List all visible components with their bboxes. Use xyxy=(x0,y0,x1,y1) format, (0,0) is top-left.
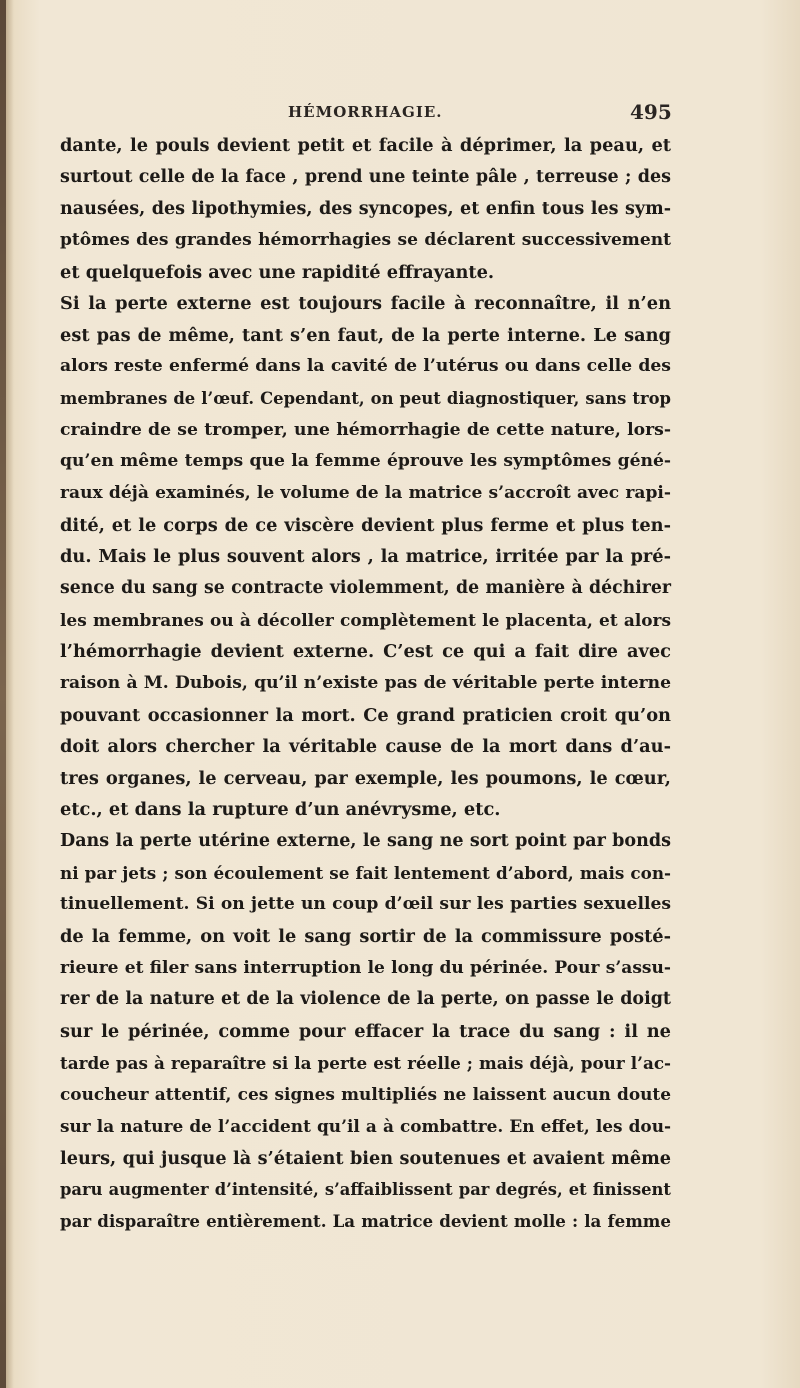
text-line: sence du sang se contracte violemment, de manière à déchirer xyxy=(60,577,671,598)
running-title: HÉMORRHAGIE. xyxy=(288,103,443,121)
text-line: ni par jets ; son écoulement se fait lentement d’abord, mais con- xyxy=(60,862,671,883)
text-line: par disparaître entièrement. La matrice devient molle : la femme xyxy=(60,1210,671,1231)
text-line: coucheur attentif, ces signes multipliés ne laissent aucun doute xyxy=(60,1084,671,1105)
text-line: craindre de se tromper, une hémorrhagie de cette nature, lors- xyxy=(60,419,671,440)
text-line: l’hémorrhagie devient externe. C’est ce qui a fait dire avec xyxy=(60,641,671,663)
text-line: les membranes ou à décoller complètement le placenta, et alors xyxy=(60,609,671,630)
binding-edge xyxy=(0,0,6,1388)
text-line: doit alors chercher la véritable cause de la mort dans d’au- xyxy=(60,736,671,758)
text-line: etc., et dans la rupture d’un anévrysme, etc. xyxy=(60,799,501,821)
text-line: Dans la perte utérine externe, le sang ne sort point par bonds xyxy=(60,831,671,852)
text-line: tres organes, le cerveau, par exemple, les poumons, le cœur, xyxy=(60,767,671,789)
text-line: paru augmenter d’intensité, s’affaiblissent par degrés, et finissent xyxy=(60,1180,671,1200)
text-line: leurs, qui jusque là s’étaient bien soutenues et avaient même xyxy=(60,1147,671,1169)
text-line: Si la perte externe est toujours facile à reconnaître, il n’en xyxy=(60,293,671,315)
text-line: tinuellement. Si on jette un coup d’œil sur les parties sexuelles xyxy=(60,894,671,915)
running-header xyxy=(0,100,800,127)
text-line: sur le périnée, comme pour effacer la trace du sang : il ne xyxy=(60,1020,671,1042)
text-line: pouvant occasionner la mort. Ce grand praticien croit qu’on xyxy=(60,704,671,726)
body-text xyxy=(60,130,671,1237)
text-line: membranes de l’œuf. Cependant, on peut diagnostiquer, sans trop xyxy=(60,389,671,409)
text-line: dante, le pouls devient petit et facile à déprimer, la peau, et xyxy=(60,135,671,156)
text-line: rer de la nature et de la violence de la perte, on passe le doigt xyxy=(60,989,671,1010)
text-line: dité, et le corps de ce viscère devient plus ferme et plus ten- xyxy=(60,514,671,536)
text-line: surtout celle de la face , prend une teinte pâle , terreuse ; des xyxy=(60,166,671,187)
text-line: et quelquefois avec une rapidité effrayante. xyxy=(60,261,495,283)
text-line: raux déjà examinés, le volume de la matrice s’accroît avec rapi- xyxy=(60,483,671,504)
text-line: du. Mais le plus souvent alors , la matrice, irritée par la pré- xyxy=(60,546,671,568)
text-line: raison à M. Dubois, qu’il n’existe pas de véritable perte interne xyxy=(60,672,671,693)
text-line: tarde pas à reparaître si la perte est réelle ; mais déjà, pour l’ac- xyxy=(60,1052,671,1073)
text-line: alors reste enfermé dans la cavité de l’utérus ou dans celle des xyxy=(60,356,671,377)
text-line: rieure et filer sans interruption le long du périnée. Pour s’assu- xyxy=(60,957,671,978)
text-line: nausées, des lipothymies, des syncopes, et enfin tous les sym- xyxy=(60,198,671,220)
text-line: est pas de même, tant s’en faut, de la perte interne. Le sang xyxy=(60,324,671,346)
text-line: de la femme, on voit le sang sortir de la commissure posté- xyxy=(60,926,671,948)
page-number: 495 xyxy=(630,100,672,124)
text-line: qu’en même temps que la femme éprouve les symptômes géné- xyxy=(60,451,671,472)
text-line: ptômes des grandes hémorrhagies se déclarent successivement xyxy=(60,229,671,250)
text-line: sur la nature de l’accident qu’il a à combattre. En effet, les dou- xyxy=(60,1115,671,1136)
